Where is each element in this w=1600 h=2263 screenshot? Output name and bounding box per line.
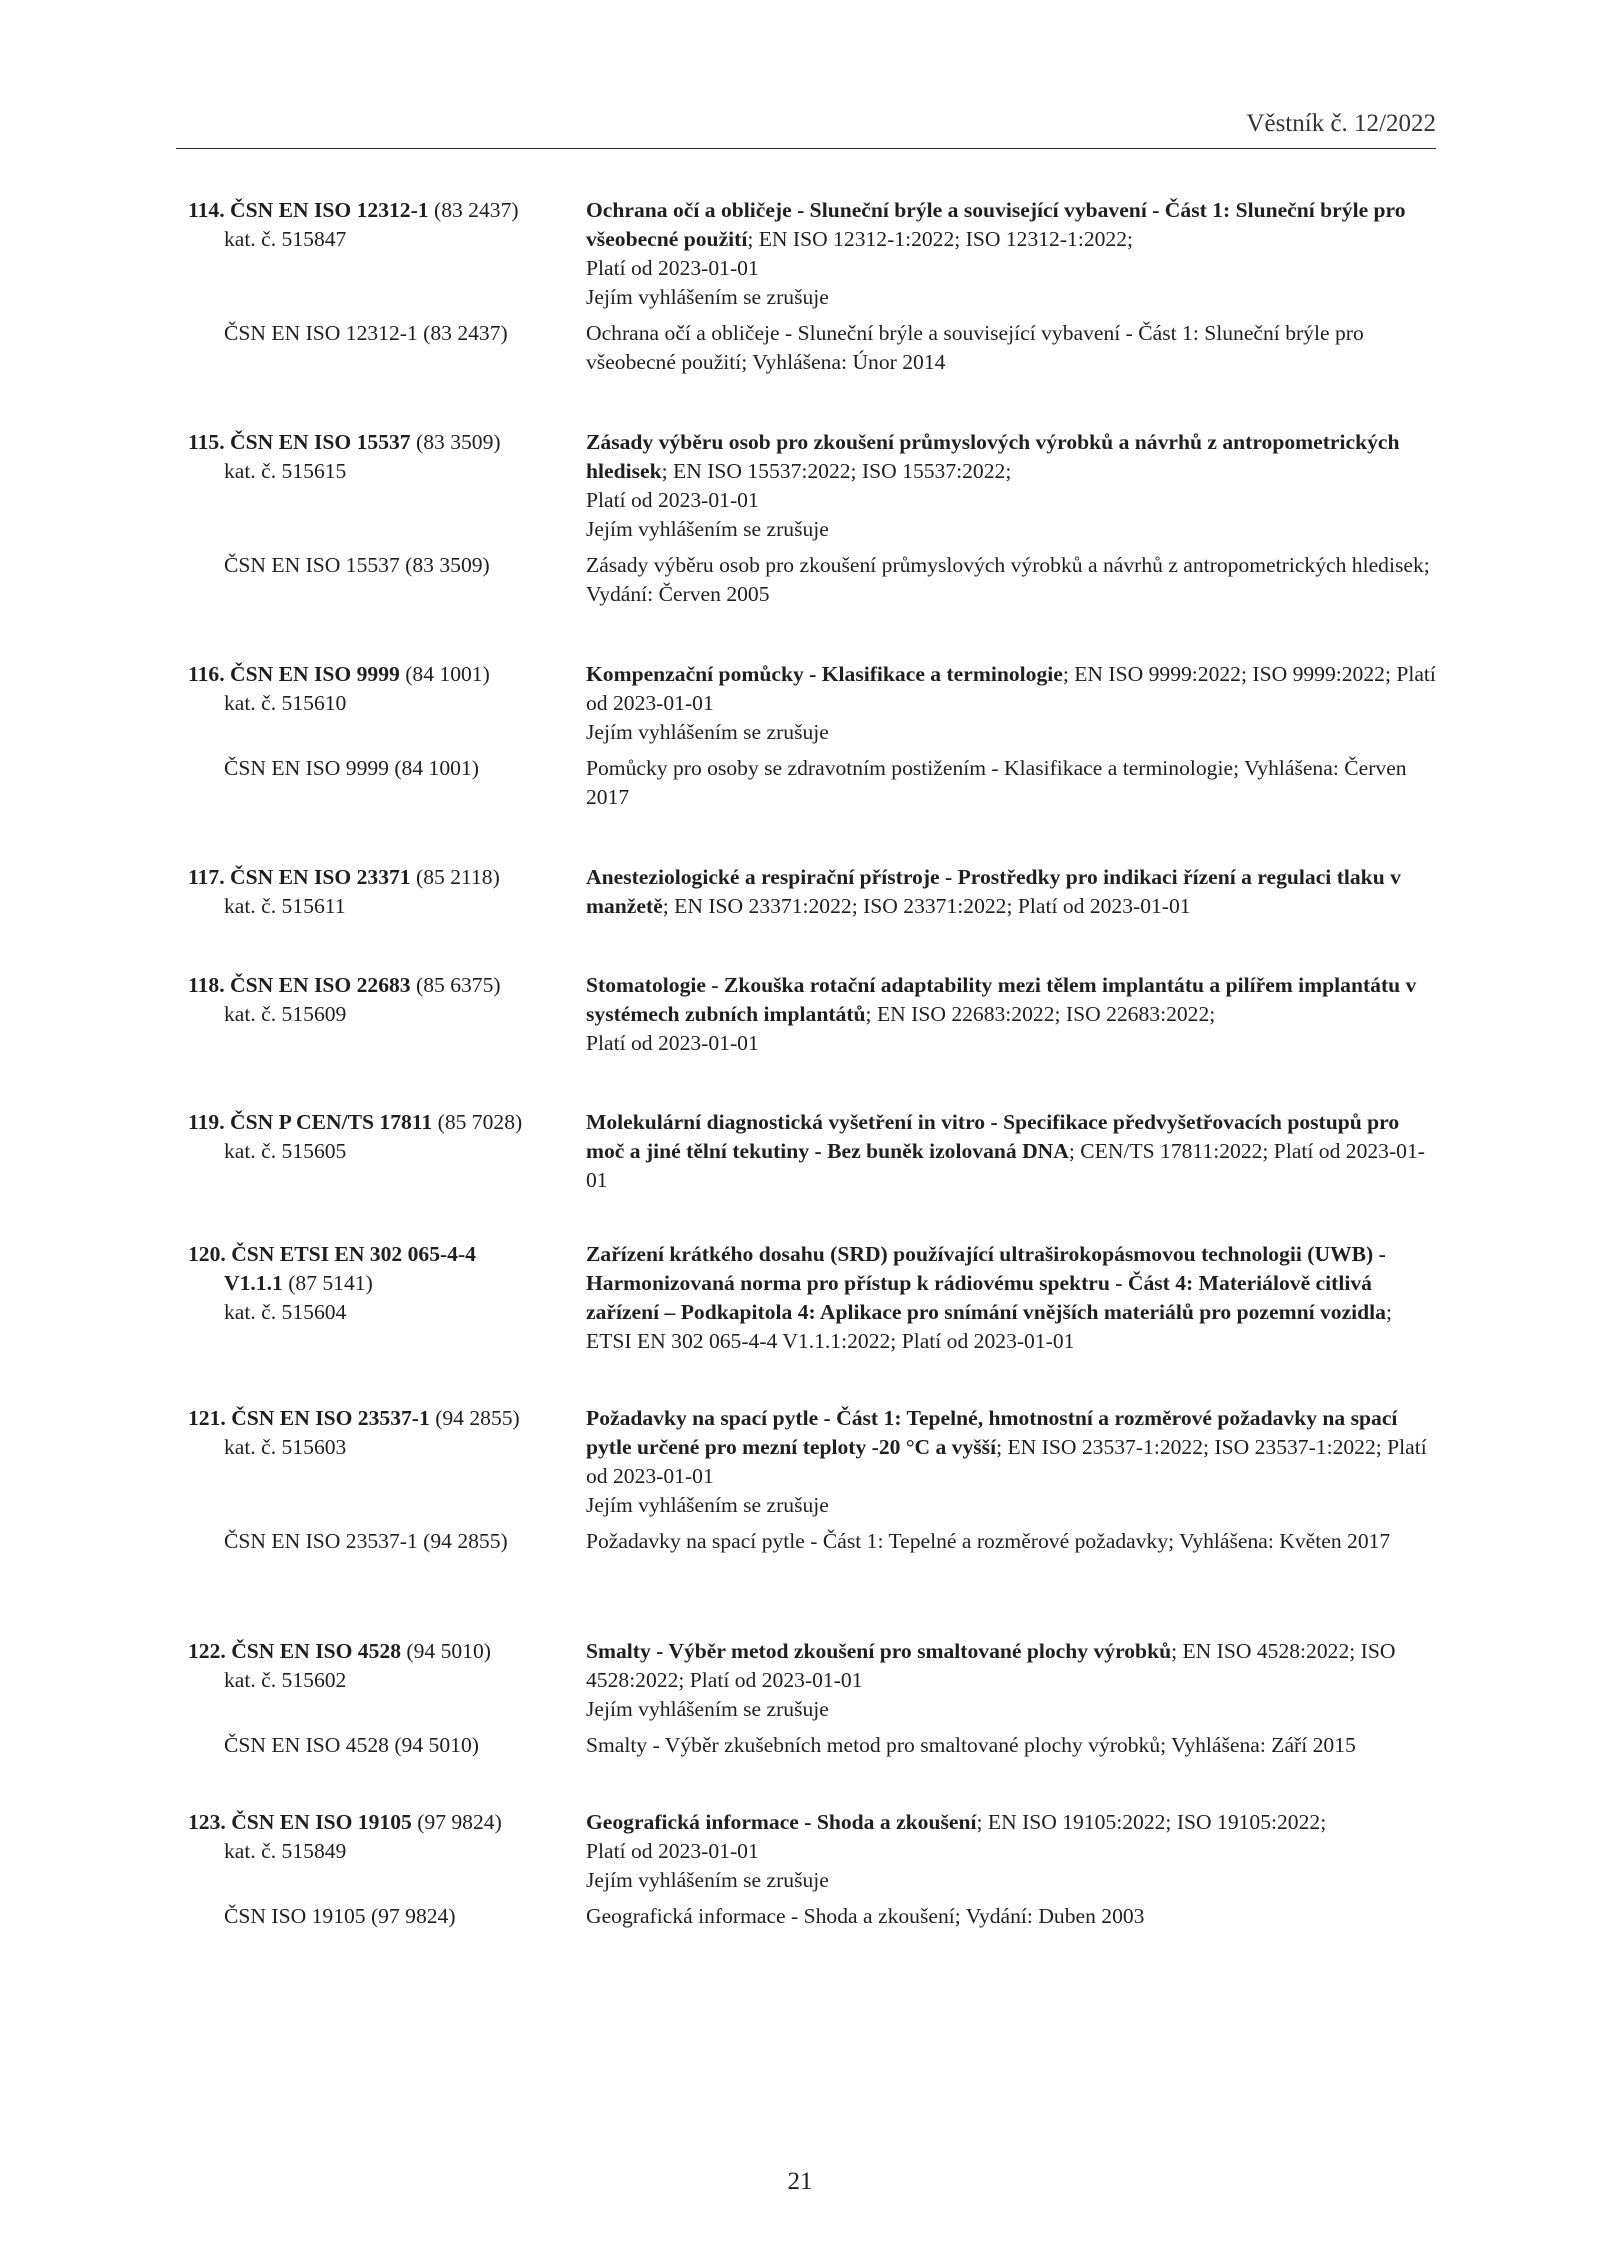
norm-title: Geografická informace - Shoda a zkoušení; EN ISO 19105:2022; ISO 19105:2022; Platí od 2023-01-01 Jejím vyhlášením se zrušuje	[586, 1810, 1327, 1892]
norm-title: Molekulární diagnostická vyšetření in vitro - Specifikace předvyšetřovacích postupů pro moč a jiné tělní tekutiny - Bez buněk izolovaná DNA; CEN/TS 17811:2022; Platí od 2023-01-01	[586, 1110, 1425, 1192]
norm-title: Kompenzační pomůcky - Klasifikace a terminologie; EN ISO 9999:2022; ISO 9999:2022; Platí od 2023-01-01 Jejím vyhlášením se zrušuje	[586, 662, 1436, 744]
norm-identifier: 117. ČSN EN ISO 23371 (85 2118) kat. č. 515611	[188, 863, 586, 921]
replaced-norm: ČSN EN ISO 12312-1 (83 2437) Ochrana očí a obličeje - Sluneční brýle a související vybavení - Část 1: Sluneční brýle pro všeobecné použití; Vyhlášena: Únor 2014	[224, 321, 1364, 374]
norm-entry-119	[188, 1108, 1436, 1195]
catalog-number: kat. č. 515610	[224, 691, 347, 715]
norm-identifier: 119. ČSN P CEN/TS 17811 (85 7028) kat. č. 515605	[188, 1108, 586, 1195]
page-header: Věstník č. 12/2022	[176, 108, 1436, 149]
catalog-number: kat. č. 515609	[224, 1002, 347, 1026]
catalog-number: kat. č. 515602	[224, 1668, 347, 1692]
replaced-norm: ČSN EN ISO 23537-1 (94 2855) Požadavky na spací pytle - Část 1: Tepelné a rozměrové požadavky; Vyhlášena: Květen 2017	[224, 1529, 1391, 1553]
norm-entry-116	[188, 660, 1436, 812]
replaced-norm: ČSN ISO 19105 (97 9824) Geografická informace - Shoda a zkoušení; Vydání: Duben 2003	[224, 1904, 1145, 1928]
norm-title: Smalty - Výběr metod zkoušení pro smaltované plochy výrobků; EN ISO 4528:2022; ISO 4528:2022; Platí od 2023-01-01 Jejím vyhlášením se zrušuje	[586, 1639, 1396, 1721]
norm-title: Anesteziologické a respirační přístroje - Prostředky pro indikaci řízení a regulaci tlaku v manžetě; EN ISO 23371:2022; ISO 23371:2022; Platí od 2023-01-01	[586, 865, 1401, 918]
norm-identifier: 116. ČSN EN ISO 9999 (84 1001) kat. č. 515610	[188, 660, 586, 747]
norm-entry-114	[188, 196, 1436, 377]
replaced-norm: ČSN EN ISO 4528 (94 5010) Smalty - Výběr zkušebních metod pro smaltované plochy výrobků; Vyhlášena: Září 2015	[224, 1733, 1356, 1757]
norm-identifier: 120. ČSN ETSI EN 302 065-4-4 V1.1.1 (87 5141) kat. č. 515604	[188, 1240, 586, 1356]
norm-identifier: 122. ČSN EN ISO 4528 (94 5010) kat. č. 515602	[188, 1637, 586, 1724]
norm-identifier: 114. ČSN EN ISO 12312-1 (83 2437) kat. č. 515847	[188, 196, 586, 312]
catalog-number: kat. č. 515847	[224, 227, 347, 251]
norm-entry-121	[188, 1404, 1436, 1556]
norm-title: Požadavky na spací pytle - Část 1: Tepelné, hmotnostní a rozměrové požadavky na spací pytle určené pro mezní teploty -20 °C a vyšší; EN ISO 23537-1:2022; ISO 23537-1:2022; Platí od 2023-01-01 Jejím vyhlášením se zrušuje	[586, 1406, 1427, 1517]
norm-entry-115	[188, 428, 1436, 609]
catalog-number: kat. č. 515849	[224, 1839, 347, 1863]
norm-entry-120	[188, 1240, 1436, 1356]
catalog-number: kat. č. 515611	[224, 894, 346, 918]
norm-title: Stomatologie - Zkouška rotační adaptability mezi tělem implantátu a pilířem implantátu v systémech zubních implantátů; EN ISO 22683:2022; ISO 22683:2022; Platí od 2023-01-01	[586, 973, 1417, 1055]
norm-title: Ochrana očí a obličeje - Sluneční brýle a související vybavení - Část 1: Sluneční brýle pro všeobecné použití; EN ISO 12312-1:2022; ISO 12312-1:2022; Platí od 2023-01-01 Jejím vyhlášením se zrušuje	[586, 198, 1406, 309]
norm-entry-122	[188, 1637, 1436, 1760]
norm-entry-118	[188, 971, 1436, 1058]
norm-title: Zásady výběru osob pro zkoušení průmyslových výrobků a návrhů z antropometrických hledisek; EN ISO 15537:2022; ISO 15537:2022; Platí od 2023-01-01 Jejím vyhlášením se zrušuje	[586, 430, 1400, 541]
norm-identifier: 118. ČSN EN ISO 22683 (85 6375) kat. č. 515609	[188, 971, 586, 1058]
catalog-number: kat. č. 515604	[224, 1300, 347, 1324]
replaced-norm: ČSN EN ISO 9999 (84 1001) Pomůcky pro osoby se zdravotním postižením - Klasifikace a terminologie; Vyhlášena: Červen 2017	[224, 756, 1407, 809]
norm-title: Zařízení krátkého dosahu (SRD) používající ultraširokopásmovou technologii (UWB) - Harmonizovaná norma pro přístup k rádiovému spektru - Část 4: Materiálově citlivá zařízení – Podkapitola 4: Aplikace pro snímání vnějších materiálů pro pozemní vozidla; ETSI EN 302 065-4-4 V1.1.1:2022; Platí od 2023-01-01	[586, 1242, 1392, 1353]
norm-entry-117	[188, 863, 1436, 921]
page-number: 21	[787, 2168, 813, 2195]
norm-identifier: 115. ČSN EN ISO 15537 (83 3509) kat. č. 515615	[188, 428, 586, 544]
catalog-number: kat. č. 515615	[224, 459, 347, 483]
catalog-number: kat. č. 515603	[224, 1435, 347, 1459]
norm-identifier: 121. ČSN EN ISO 23537-1 (94 2855) kat. č. 515603	[188, 1404, 586, 1520]
replaced-norm: ČSN EN ISO 15537 (83 3509) Zásady výběru osob pro zkoušení průmyslových výrobků a návrhů z antropometrických hledisek; Vydání: Červen 2005	[224, 553, 1430, 606]
norm-identifier: 123. ČSN EN ISO 19105 (97 9824) kat. č. 515849	[188, 1808, 586, 1895]
norm-entry-123	[188, 1808, 1436, 1931]
catalog-number: kat. č. 515605	[224, 1139, 347, 1163]
